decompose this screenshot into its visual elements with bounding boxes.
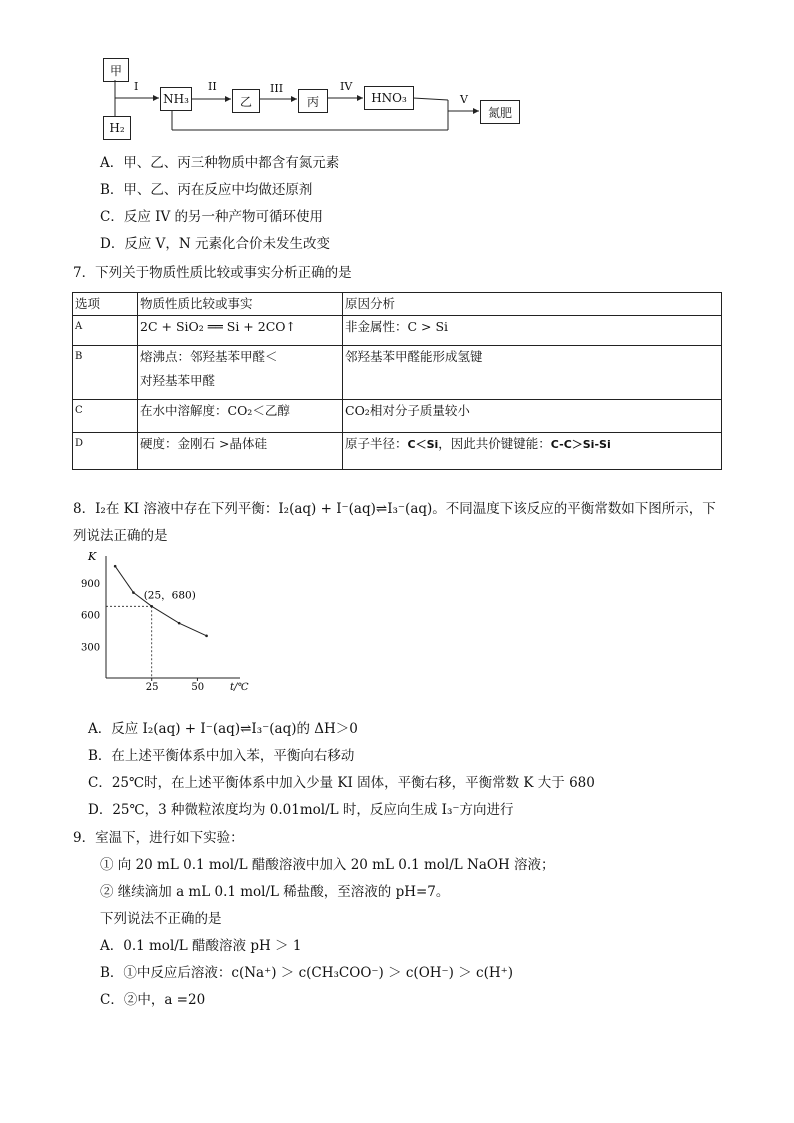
q9-stem: 9．室温下，进行如下实验：	[73, 830, 244, 846]
header-reason: 原因分析	[343, 293, 722, 316]
q9-option-a: A．0.1 mol/L 醋酸溶液 pH ＞ 1	[100, 938, 302, 954]
x-axis-label: t/℃	[230, 682, 249, 692]
step-label-5: V	[460, 93, 468, 106]
row-d-reason	[343, 433, 722, 470]
table-row	[73, 346, 722, 400]
row-a-fact: 2C + SiO₂ ══ Si + 2CO↑	[138, 316, 343, 346]
q6-option-b: B．甲、乙、丙在反应中均做还原剂	[100, 182, 313, 198]
row-b-fact	[138, 346, 343, 400]
x-tick-label: 50	[191, 682, 205, 692]
q8-stem-line1: 8．I₂在 KI 溶液中存在下列平衡：I₂(aq) + I⁻(aq)⇌I₃⁻(aq)。不同温度下该反应的平衡常数如下图所示，下	[73, 501, 716, 517]
q9-step2: ② 继续滴加 a mL 0.1 mol/L 稀盐酸，至溶液的 pH=7。	[100, 884, 450, 900]
q8-option-a: A．反应 I₂(aq) + I⁻(aq)⇌I₃⁻(aq)的 ΔH＞0	[88, 721, 358, 737]
row-d-reason-bold: C＜Si	[407, 438, 439, 451]
row-d-reason-mid: ，因此共价键键能：	[438, 436, 551, 451]
row-d-reason-bold2: C-C＞Si-Si	[550, 438, 611, 451]
q7-table	[72, 292, 722, 470]
data-point	[205, 635, 208, 638]
row-d-fact: 硬度：金刚石 >晶体硅	[138, 433, 343, 470]
table-row	[73, 316, 722, 346]
box-hno3: HNO₃	[364, 86, 414, 110]
box-h2: H₂	[103, 116, 131, 140]
box-bing: 丙	[298, 89, 328, 113]
flow-connectors	[0, 0, 794, 150]
step-label-2: II	[208, 80, 217, 93]
y-tick-label: 300	[81, 642, 101, 654]
row-c-option: C	[73, 400, 138, 433]
box-nh3: NH₃	[160, 87, 192, 111]
step-label-4: IV	[340, 80, 353, 93]
q8-option-c: C．25℃时，在上述平衡体系中加入少量 KI 固体，平衡右移，平衡常数 K 大于 680	[88, 775, 595, 791]
q8-option-b: B．在上述平衡体系中加入苯，平衡向右移动	[88, 748, 355, 764]
row-c-reason: CO₂相对分子质量较小	[343, 400, 722, 433]
table-header-row	[73, 293, 722, 316]
q6-option-c: C．反应 IV 的另一种产物可循环使用	[100, 209, 323, 225]
q7-stem: 7．下列关于物质性质比较或事实分析正确的是	[73, 265, 352, 281]
k-temperature-chart	[80, 552, 250, 692]
row-b-fact-line2: 对羟基苯甲醛	[140, 373, 216, 388]
q6-option-d: D．反应 V，N 元素化合价未发生改变	[100, 236, 330, 252]
data-point	[132, 591, 135, 594]
q9-option-b: B．①中反应后溶液：c(Na⁺) ＞ c(CH₃COO⁻) ＞ c(OH⁻) ＞ c(H⁺)	[100, 965, 514, 981]
q9-option-c: C．②中，a =20	[100, 992, 206, 1008]
y-tick-label: 600	[81, 610, 101, 622]
row-a-reason: 非金属性：C > Si	[343, 316, 722, 346]
row-b-fact-line1: 熔沸点：邻羟基苯甲醛＜	[140, 349, 278, 364]
header-option: 选项	[73, 293, 138, 316]
table-row	[73, 400, 722, 433]
chart-marks	[106, 565, 208, 678]
data-point	[178, 622, 181, 625]
y-tick-label: 900	[81, 579, 101, 591]
row-c-fact: 在水中溶解度：CO₂＜乙醇	[138, 400, 343, 433]
row-b-option: B	[73, 346, 138, 400]
q8-option-d: D．25℃，3 种微粒浓度均为 0.01mol/L 时，反应向生成 I₃⁻方向进行	[88, 802, 514, 818]
q8-stem-line2: 列说法正确的是	[73, 528, 168, 544]
box-fertilizer: 氮肥	[480, 100, 520, 124]
point-annotation: (25，680)	[143, 589, 196, 602]
y-axis-label: K	[88, 552, 97, 563]
chart-axes	[81, 552, 249, 692]
row-a-option: A	[73, 316, 138, 346]
row-b-reason: 邻羟基苯甲醛能形成氢键	[343, 346, 722, 400]
header-fact: 物质性质比较或事实	[138, 293, 343, 316]
table-row	[73, 433, 722, 470]
data-point	[114, 565, 117, 568]
step-label-1: I	[134, 80, 139, 93]
box-jia: 甲	[103, 58, 129, 82]
row-d-option: D	[73, 433, 138, 470]
row-d-reason-pre: 原子半径：	[345, 436, 408, 451]
q9-ask: 下列说法不正确的是	[100, 911, 222, 927]
x-tick-label: 25	[145, 682, 159, 692]
step-label-3: III	[270, 82, 284, 95]
box-yi: 乙	[232, 89, 260, 113]
q9-step1: ① 向 20 mL 0.1 mol/L 醋酸溶液中加入 20 mL 0.1 mol/L NaOH 溶液；	[100, 857, 555, 873]
q6-option-a: A．甲、乙、丙三种物质中都含有氮元素	[100, 155, 340, 171]
